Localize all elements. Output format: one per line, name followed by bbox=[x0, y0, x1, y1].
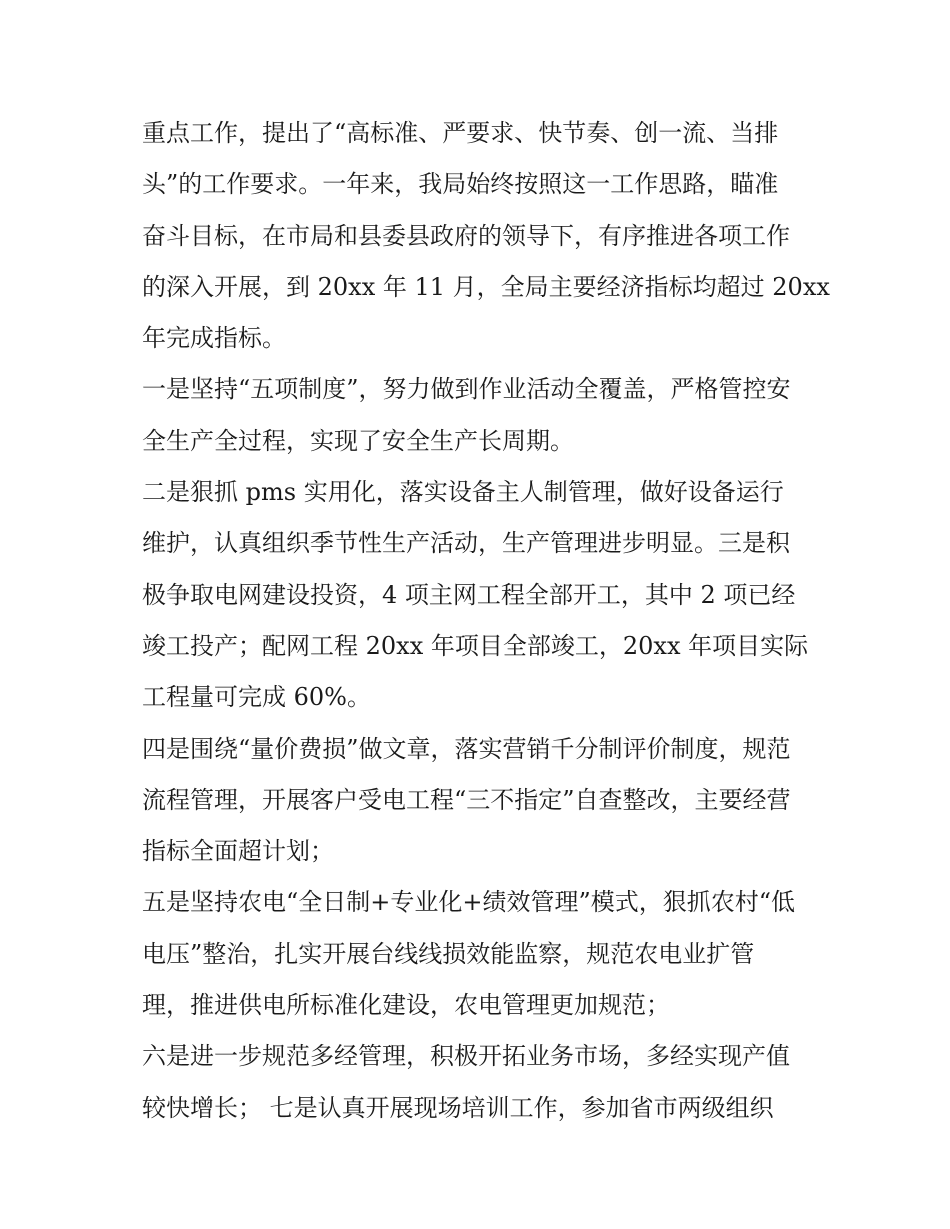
text-line: 较快增长； 七是认真开展现场培训工作，参加省市两级组织 bbox=[142, 1093, 774, 1122]
text-line: 流程管理，开展客户受电工程“三不指定”自查整改，主要经营 bbox=[142, 785, 791, 814]
text-line: 六是进一步规范多经管理，积极开拓业务市场，多经实现产值 bbox=[142, 1042, 790, 1071]
text-line: 全生产全过程，实现了安全生产长周期。 bbox=[142, 426, 574, 455]
text-line: 电压”整治，扎实开展台线线损效能监察，规范农电业扩管 bbox=[142, 939, 755, 968]
text-line: 工程量可完成 60%。 bbox=[142, 683, 371, 712]
text-line: 竣工投产；配网工程 20xx 年项目全部竣工，20xx 年项目实际 bbox=[142, 631, 809, 660]
text-line: 五是坚持农电“全日制+专业化+绩效管理”模式，狠抓农村“低 bbox=[142, 888, 796, 917]
text-line: 维护，认真组织季节性生产活动，生产管理进步明显。三是积 bbox=[142, 529, 790, 558]
text-line: 年完成指标。 bbox=[142, 324, 286, 353]
body-text bbox=[142, 108, 830, 1134]
text-line: 二是狠抓 pms 实用化，落实设备主人制管理，做好设备运行 bbox=[142, 478, 784, 507]
text-line: 指标全面超计划； bbox=[142, 837, 334, 866]
text-line: 奋斗目标，在市局和县委县政府的领导下，有序推进各项工作 bbox=[142, 221, 790, 250]
text-line: 的深入开展，到 20xx 年 11 月，全局主要经济指标均超过 20xx bbox=[142, 272, 830, 301]
text-line: 头”的工作要求。一年来，我局始终按照这一工作思路，瞄准 bbox=[142, 170, 779, 199]
text-line: 四是围绕“量价费损”做文章，落实营销千分制评价制度，规范 bbox=[142, 734, 791, 763]
text-line: 一是坚持“五项制度”，努力做到作业活动全覆盖，严格管控安 bbox=[142, 375, 791, 404]
text-line: 重点工作，提出了“高标准、严要求、快节奏、创一流、当排 bbox=[142, 119, 779, 147]
text-line: 极争取电网建设投资，4 项主网工程全部开工，其中 2 项已经 bbox=[142, 580, 796, 609]
text-line: 理，推进供电所标准化建设，农电管理更加规范； bbox=[142, 991, 670, 1020]
